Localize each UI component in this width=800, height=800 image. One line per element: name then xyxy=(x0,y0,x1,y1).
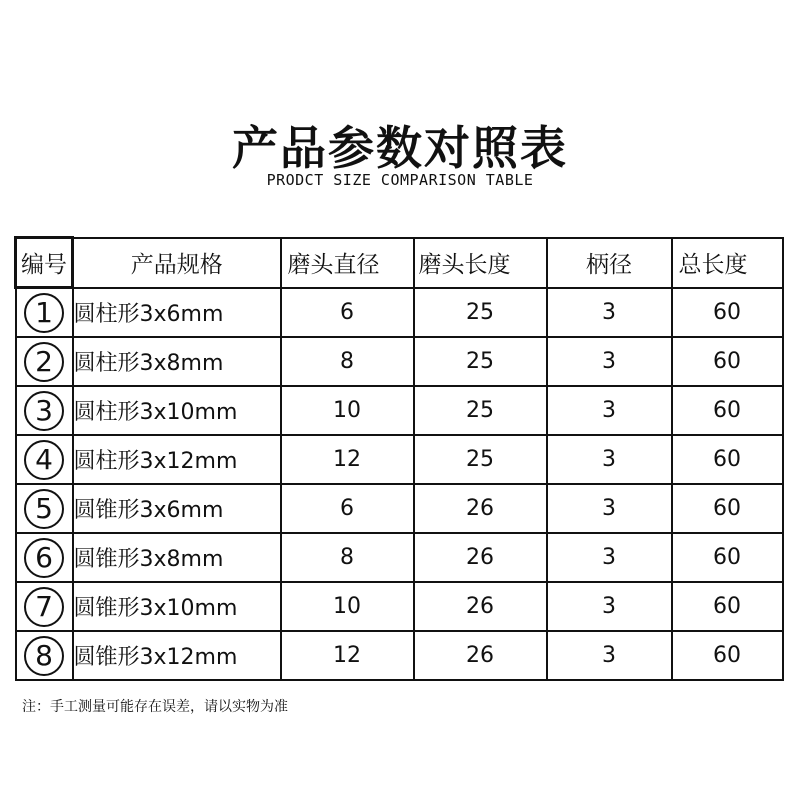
row-total: 60 xyxy=(672,533,783,582)
row-number-cell xyxy=(16,386,73,435)
row-shank: 3 xyxy=(547,288,672,338)
footnote: 注：手工测量可能存在误差，请以实物为准 xyxy=(22,699,288,715)
row-shank: 3 xyxy=(547,484,672,533)
circled-number: 3 xyxy=(24,391,64,431)
row-shank: 3 xyxy=(547,533,672,582)
row-spec: 圆锥形3x8mm xyxy=(73,533,281,582)
circled-number: 6 xyxy=(24,538,64,578)
row-diameter: 6 xyxy=(281,484,414,533)
row-number-cell xyxy=(16,337,73,386)
table-row xyxy=(16,288,783,338)
row-total: 60 xyxy=(672,386,783,435)
header-grind-length: 磨头长度 xyxy=(414,238,547,288)
row-length: 26 xyxy=(414,582,547,631)
header-grind-diameter: 磨头直径 xyxy=(281,238,414,288)
row-spec: 圆柱形3x12mm xyxy=(73,435,281,484)
row-spec: 圆柱形3x6mm xyxy=(73,288,281,338)
table-row xyxy=(16,435,783,484)
row-shank: 3 xyxy=(547,386,672,435)
row-length: 26 xyxy=(414,533,547,582)
row-spec: 圆柱形3x10mm xyxy=(73,386,281,435)
row-spec: 圆柱形3x8mm xyxy=(73,337,281,386)
table-row xyxy=(16,582,783,631)
row-spec: 圆锥形3x6mm xyxy=(73,484,281,533)
row-diameter: 12 xyxy=(281,631,414,680)
table-header-row xyxy=(16,238,783,288)
row-number-cell xyxy=(16,288,73,338)
table-row xyxy=(16,484,783,533)
circled-number: 8 xyxy=(24,636,64,676)
header-total-length: 总长度 xyxy=(672,238,783,288)
table-row xyxy=(16,337,783,386)
row-total: 60 xyxy=(672,484,783,533)
row-number-cell xyxy=(16,435,73,484)
row-diameter: 12 xyxy=(281,435,414,484)
row-diameter: 8 xyxy=(281,337,414,386)
row-total: 60 xyxy=(672,337,783,386)
table-row xyxy=(16,386,783,435)
row-total: 60 xyxy=(672,288,783,338)
header-spec: 产品规格 xyxy=(73,238,281,288)
row-total: 60 xyxy=(672,435,783,484)
comparison-table xyxy=(14,236,784,681)
circled-number: 1 xyxy=(24,293,64,333)
row-number-cell xyxy=(16,533,73,582)
page-title: 产品参数对照表 xyxy=(232,121,568,175)
row-diameter: 6 xyxy=(281,288,414,338)
row-length: 25 xyxy=(414,337,547,386)
row-diameter: 10 xyxy=(281,386,414,435)
row-number-cell xyxy=(16,582,73,631)
circled-number: 5 xyxy=(24,489,64,529)
page-subtitle: PRODCT SIZE COMPARISON TABLE xyxy=(266,171,534,189)
row-length: 26 xyxy=(414,484,547,533)
row-length: 25 xyxy=(414,435,547,484)
circled-number: 7 xyxy=(24,587,64,627)
row-length: 26 xyxy=(414,631,547,680)
row-spec: 圆锥形3x10mm xyxy=(73,582,281,631)
circled-number: 4 xyxy=(24,440,64,480)
row-shank: 3 xyxy=(547,337,672,386)
row-number-cell xyxy=(16,631,73,680)
circled-number: 2 xyxy=(24,342,64,382)
row-total: 60 xyxy=(672,582,783,631)
row-diameter: 10 xyxy=(281,582,414,631)
row-diameter: 8 xyxy=(281,533,414,582)
row-length: 25 xyxy=(414,288,547,338)
header-shank-diameter: 柄径 xyxy=(547,238,672,288)
table-row xyxy=(16,631,783,680)
row-shank: 3 xyxy=(547,582,672,631)
table-row xyxy=(16,533,783,582)
row-number-cell xyxy=(16,484,73,533)
row-shank: 3 xyxy=(547,631,672,680)
row-spec: 圆锥形3x12mm xyxy=(73,631,281,680)
row-shank: 3 xyxy=(547,435,672,484)
header-number: 编号 xyxy=(16,238,73,288)
row-length: 25 xyxy=(414,386,547,435)
row-total: 60 xyxy=(672,631,783,680)
